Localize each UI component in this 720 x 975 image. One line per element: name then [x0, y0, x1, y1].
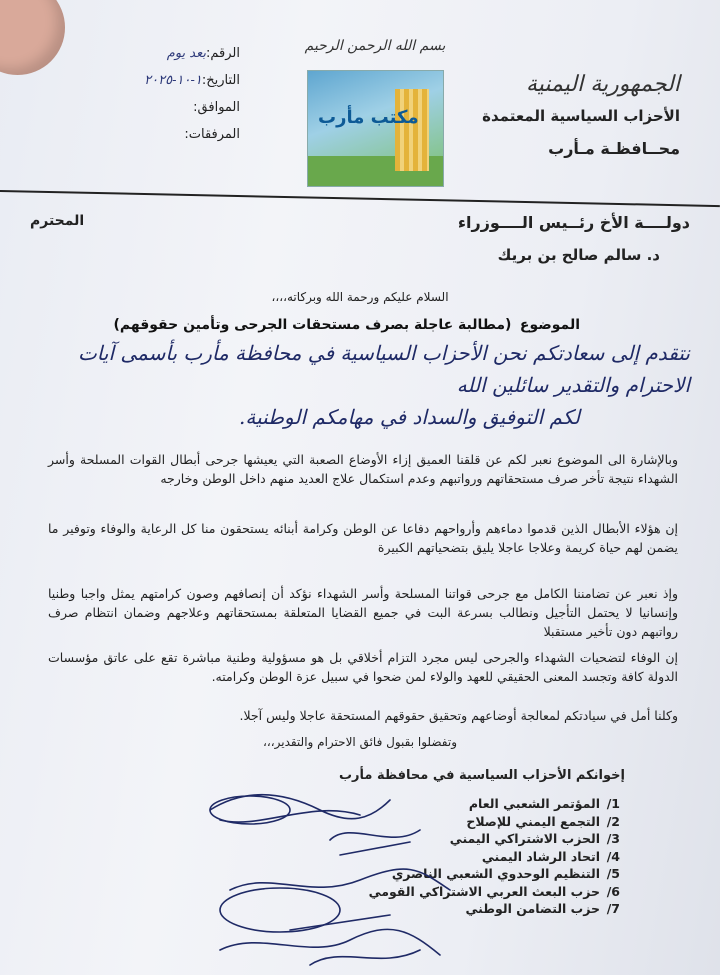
- party-name: التنظيم الوحدوي الشعبي الناصري: [391, 866, 600, 881]
- paragraph-5: وكلنا أمل في سيادتكم لمعالجة أوضاعهم وتحقيق حقوقهم المستحقة عاجلا وليس آجلا.: [239, 708, 678, 723]
- attach-row: [90, 127, 240, 142]
- party-name: التجمع اليمني للإصلاح: [466, 813, 600, 829]
- ref-row: [90, 46, 240, 61]
- subject-value: (مطالبة عاجلة بصرف مستحقات الجرحى وتأمين حقوقهم): [113, 317, 512, 333]
- addressee-honorific: المحترم: [30, 213, 85, 229]
- paragraph-2: إن هؤلاء الأبطال الذين قدموا دماءهم وأرواحهم دفاعا عن الوطن وكرامة أبنائه يستحقون منا كل الرعاية والوفاء وتوفير ما يضمن لهم حياة كريمة وعلاجا عاجلا يليق بتضحياتهم الكبيرة: [48, 521, 678, 555]
- attach-label: المرفقات:: [184, 127, 240, 142]
- letterhead-left: [90, 46, 240, 154]
- ref-value: بعد يوم: [166, 46, 206, 61]
- party-number: 1/: [606, 796, 620, 811]
- party-name: اتحاد الرشاد اليمني: [481, 848, 600, 864]
- signature-scribble-4: [230, 869, 450, 890]
- closing: وتفضلوا بقبول فائق الاحترام والتقدير،،،: [262, 735, 458, 749]
- letterhead-logo: [307, 70, 444, 187]
- subject-label: الموضوع: [519, 317, 580, 333]
- party-name: حزب البعث العربي الاشتراكي القومي: [368, 883, 600, 899]
- party-name: الحزب الاشتراكي اليمني: [449, 831, 600, 846]
- party-number: 6/: [606, 883, 620, 899]
- paragraph-1: وبالإشارة الى الموضوع نعبر لكم عن قلقنا العميق إزاء الأوضاع الصعبة التي يعيشها جرحى أبطال القوات المسلحة وأسر الشهداء نتيجة تأخر صرف مستحقاتهم ورواتبهم وعدم استكمال علاج العديد منهم داخل الوطن وخارجه: [48, 452, 678, 486]
- signature-scribble-7: [290, 915, 420, 965]
- signatories-title: إخوانكم الأحزاب السياسية في محافظة مأرب: [338, 768, 625, 783]
- addressee-name: د. سالم صالح بن بريك: [497, 246, 660, 264]
- header-divider: [0, 190, 720, 207]
- logo-tower-icon: [395, 89, 429, 171]
- party-number: 2/: [606, 813, 620, 829]
- logo-title: مكتب مأرب: [318, 107, 419, 128]
- paragraph-3: وإذ نعبر عن تضامننا الكامل مع جرحى قواتنا المسلحة وأسر الشهداء نؤكد أن إنصافهم وصون كرامتهم يمثل واجبا وطنيا وإنسانيا لا يحتمل التأجيل ونطالب بسرعة البت في جميع القضايا المتعلقة بمستحقاتهم وعلاجهم وضمان انتظام صرف رواتبهم دون تأخير مستقبلا: [48, 586, 678, 639]
- signatures: [190, 780, 490, 975]
- party-name: حزب التضامن الوطني: [465, 901, 600, 916]
- party-number: 4/: [606, 848, 620, 864]
- handwritten-line-1: نتقدم إلى سعادتكم نحن الأحزاب السياسية في محافظة مأرب بأسمى آيات الاحترام والتقدير سائلين الله: [77, 341, 690, 397]
- org-name: الأحزاب السياسية المعتمدة: [482, 107, 680, 125]
- addressee-title: دولــــة الأخ رئــيس الــــوزراء: [457, 213, 690, 232]
- greeting: السلام عليكم ورحمة الله وبركاته،،،،: [271, 290, 449, 304]
- party-number: 7/: [606, 901, 620, 916]
- party-number: 5/: [606, 866, 620, 881]
- handwritten-line-2: لكم التوفيق والسداد في مهامكم الوطنية.: [238, 405, 580, 429]
- paragraph-4: إن الوفاء لتضحيات الشهداء والجرحى ليس مجرد التزام أخلاقي بل هو مسؤولية وطنية مباشرة تقع على عاتق مؤسسات الدولة كافة وتجسد المعنى الحقيقي للعهد والولاء لمن ضحوا في سبيل عزة الوطن وكرامته.: [48, 650, 678, 684]
- signature-scribble-1: [210, 795, 390, 822]
- basmala: بسم الله الرحمن الرحيم: [304, 38, 446, 54]
- date-row: [90, 73, 240, 88]
- ref-label: الرقم:: [206, 46, 240, 61]
- corr-label: الموافق:: [193, 100, 240, 115]
- signature-scribble-6: [220, 929, 440, 955]
- signature-scribble-3: [330, 830, 420, 855]
- corr-row: [90, 100, 240, 115]
- date-value: ١-١٠-٢٠٢٥: [144, 73, 202, 88]
- addressee: [30, 213, 690, 264]
- party-name: المؤتمر الشعبي العام: [468, 796, 600, 811]
- subject-line: [113, 317, 580, 333]
- finger: [0, 0, 65, 75]
- signature-scribble-2: [210, 796, 290, 824]
- date-label: التاريخ:: [201, 73, 240, 88]
- handwritten-intro: [50, 337, 690, 433]
- governorate-name: محــافظـة مـأرب: [548, 139, 680, 158]
- country-name: الجمهورية اليمنية: [525, 72, 680, 97]
- letterhead-right: [450, 72, 680, 158]
- party-number: 3/: [606, 831, 620, 846]
